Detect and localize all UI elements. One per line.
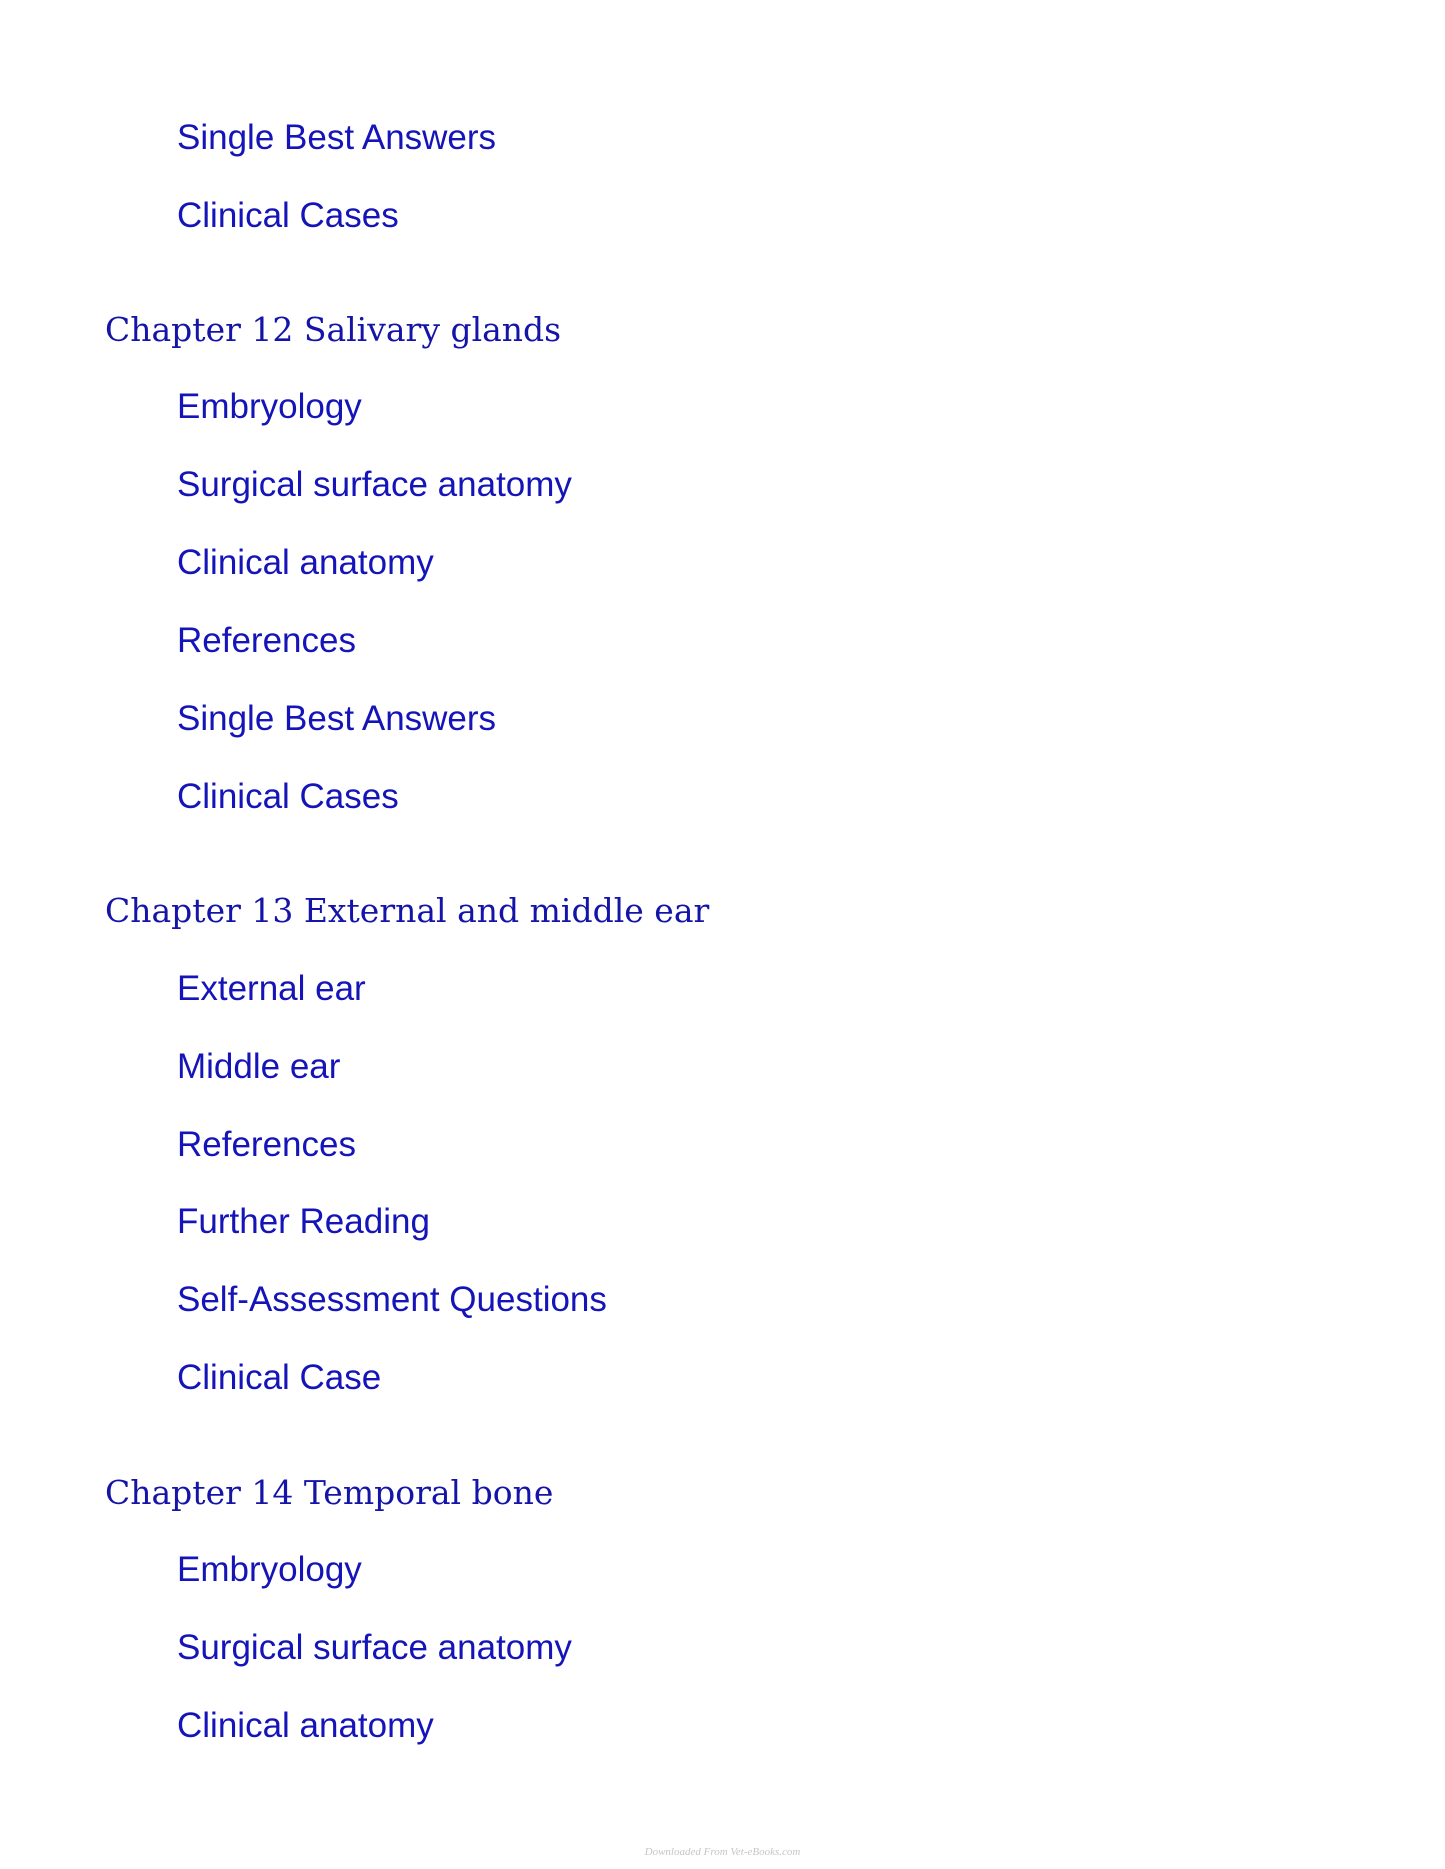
chapter-12-heading[interactable]: Chapter 12 Salivary glands xyxy=(105,310,562,349)
chapter-14-heading[interactable]: Chapter 14 Temporal bone xyxy=(105,1473,554,1512)
toc-link-embryology[interactable]: Embryology xyxy=(177,1550,362,1589)
toc-link-references[interactable]: References xyxy=(177,1125,356,1164)
toc-link-clinical-cases[interactable]: Clinical Cases xyxy=(177,777,399,816)
toc-link-clinical-cases[interactable]: Clinical Cases xyxy=(177,196,399,235)
toc-link-embryology[interactable]: Embryology xyxy=(177,387,362,426)
toc-link-self-assessment-questions[interactable]: Self-Assessment Questions xyxy=(177,1280,607,1319)
toc-link-external-ear[interactable]: External ear xyxy=(177,969,366,1008)
watermark-footer: Downloaded From Vet-eBooks.com xyxy=(644,1846,801,1858)
toc-link-clinical-case[interactable]: Clinical Case xyxy=(177,1358,382,1397)
toc-link-surgical-surface-anatomy[interactable]: Surgical surface anatomy xyxy=(177,465,572,504)
toc-link-single-best-answers[interactable]: Single Best Answers xyxy=(177,118,497,157)
toc-link-further-reading[interactable]: Further Reading xyxy=(177,1202,430,1241)
toc-link-single-best-answers[interactable]: Single Best Answers xyxy=(177,699,497,738)
toc-link-surgical-surface-anatomy[interactable]: Surgical surface anatomy xyxy=(177,1628,572,1667)
toc-link-middle-ear[interactable]: Middle ear xyxy=(177,1047,341,1086)
toc-link-clinical-anatomy[interactable]: Clinical anatomy xyxy=(177,543,434,582)
chapter-13-heading[interactable]: Chapter 13 External and middle ear xyxy=(105,891,710,930)
toc-link-clinical-anatomy[interactable]: Clinical anatomy xyxy=(177,1706,434,1745)
toc-link-references[interactable]: References xyxy=(177,621,356,660)
